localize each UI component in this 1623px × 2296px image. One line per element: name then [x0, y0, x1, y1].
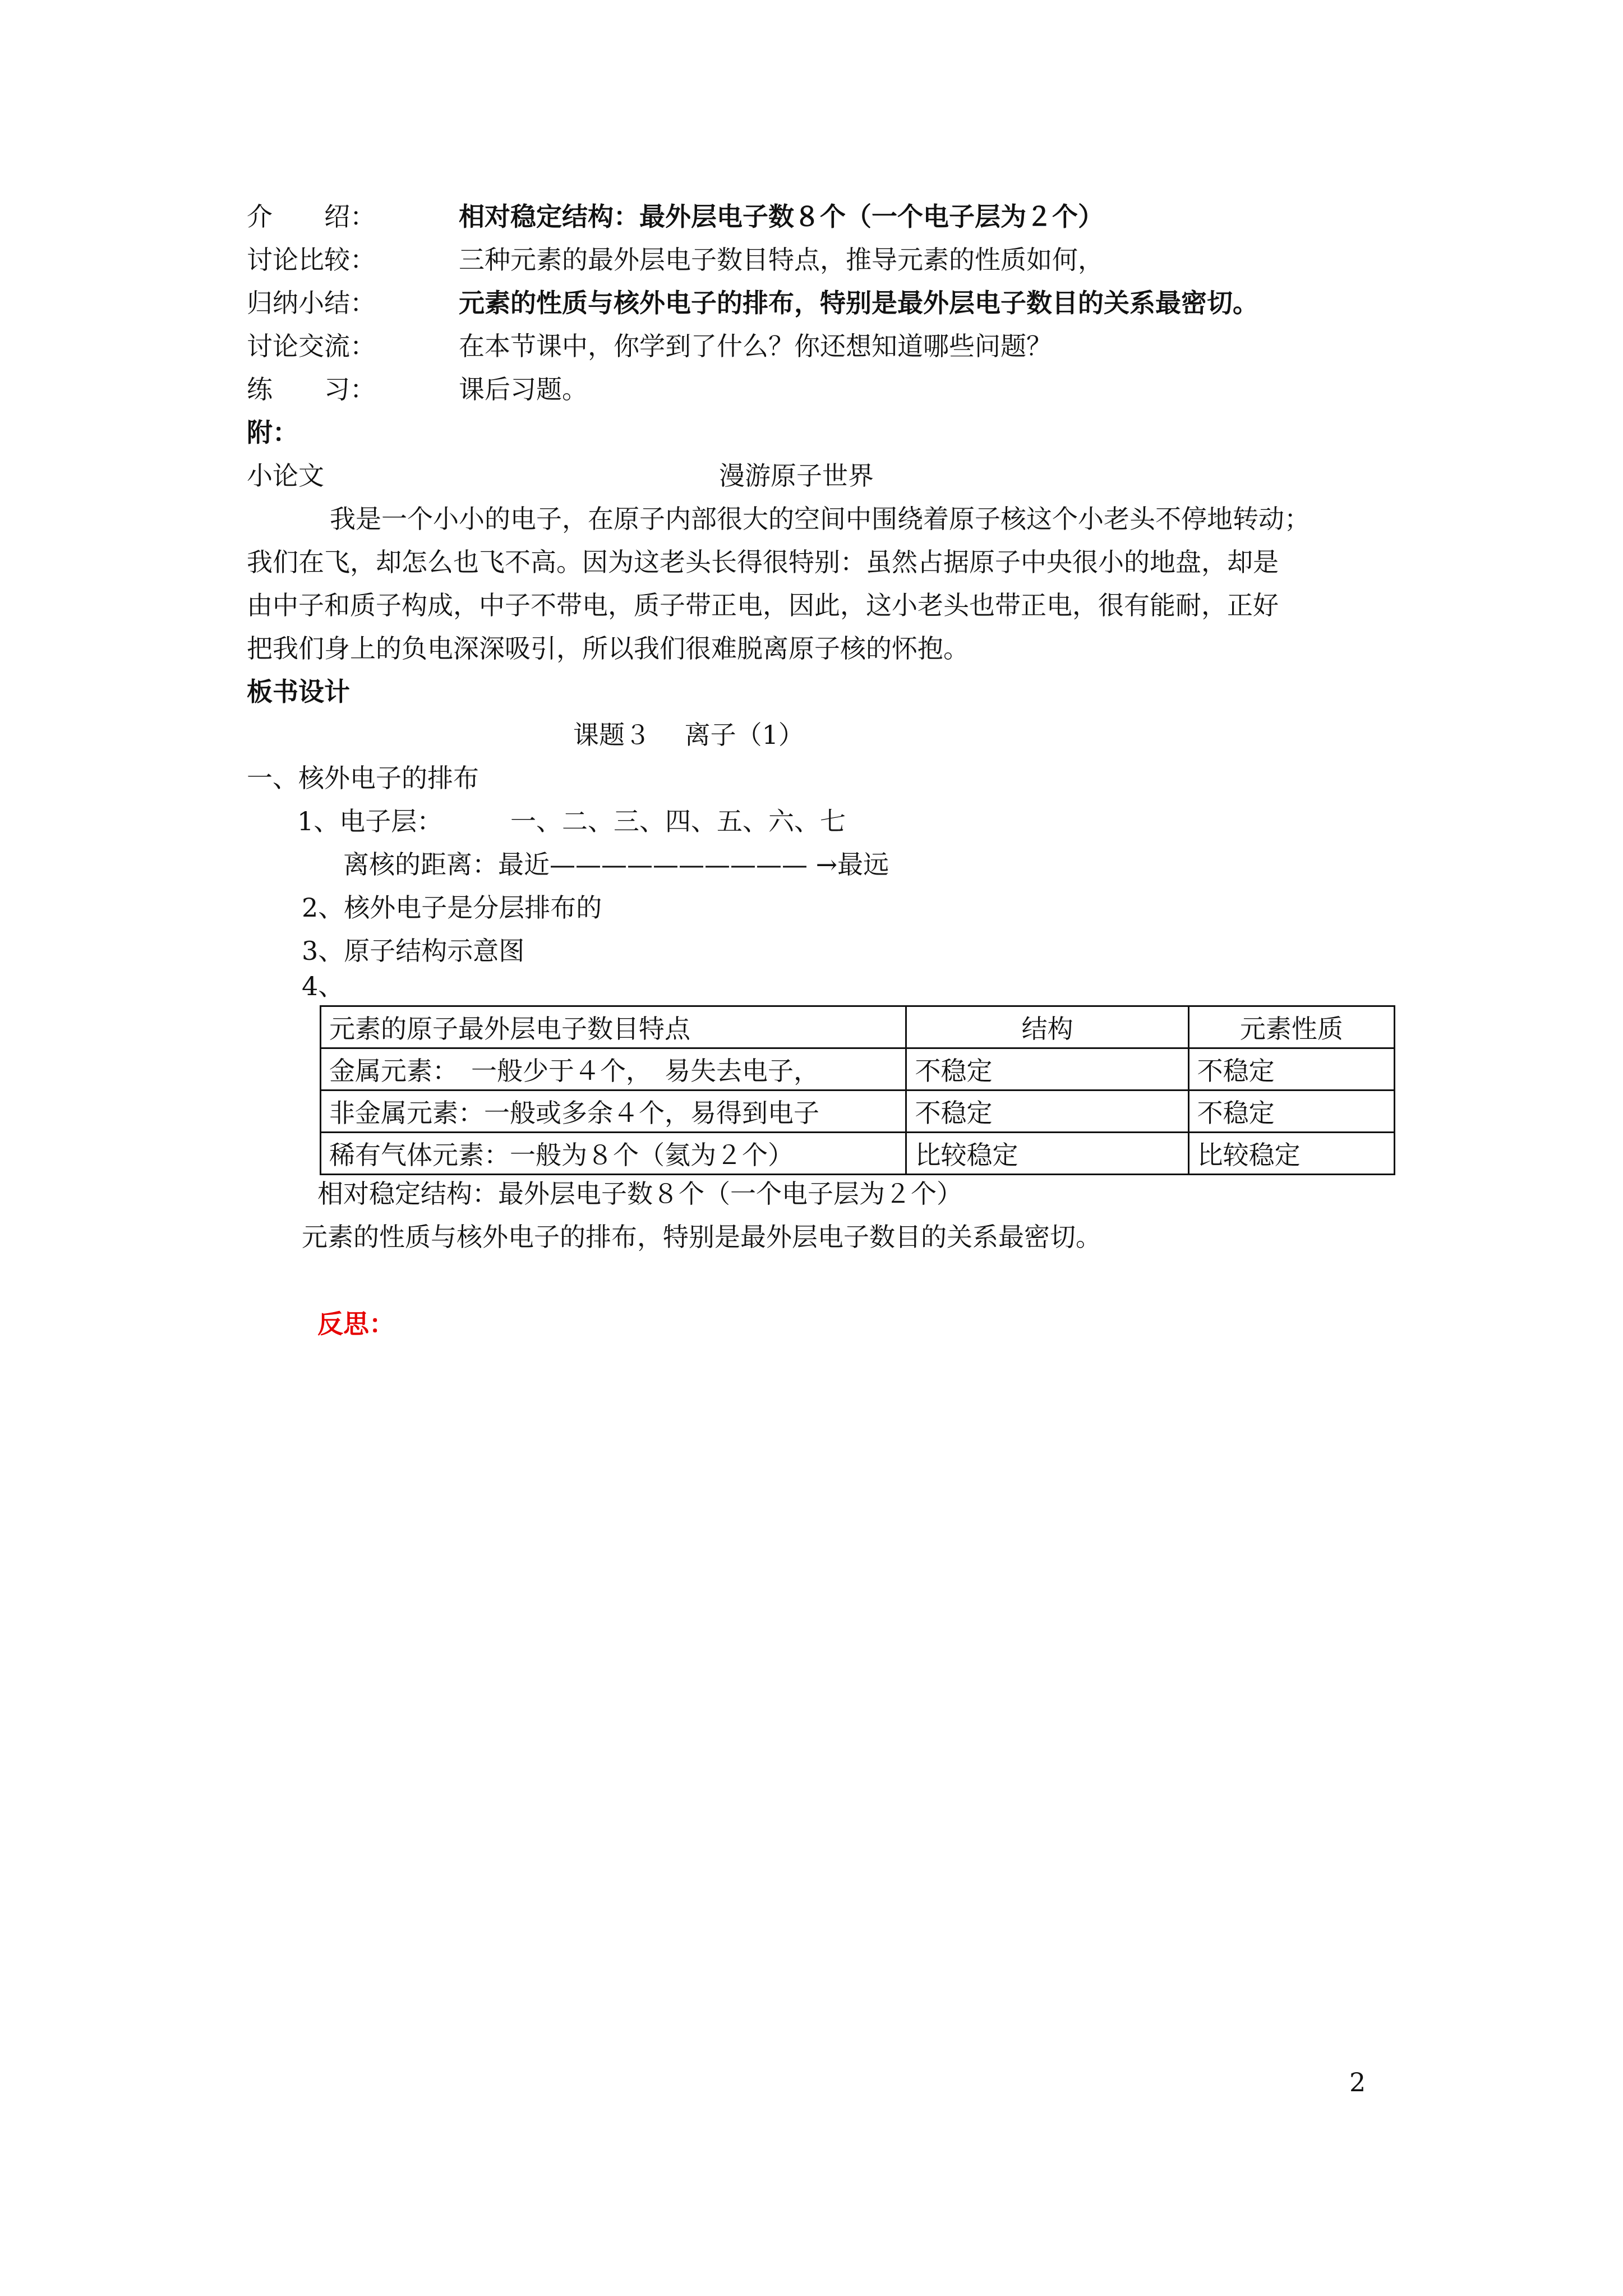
board-item4: 4、 [302, 971, 344, 1001]
essay-label: 小论文 [247, 461, 324, 491]
table-cell: 不稳定 [906, 1091, 1188, 1133]
page-number: 2 [1349, 2067, 1366, 2097]
summary-label: 练 习： [247, 374, 376, 404]
table-cell: 不稳定 [1188, 1048, 1394, 1091]
table-cell: 比较稳定 [1188, 1133, 1394, 1175]
board-item1-value: 一、二、三、四、五、六、七 [510, 806, 846, 836]
board-item3: 3、原子结构示意图 [302, 936, 525, 966]
summary-text: 相对稳定结构：最外层电子数８个（一个电子层为２个） [459, 201, 1104, 232]
table-header-row [321, 1006, 1395, 1048]
summary-text: 三种元素的最外层电子数目特点，推导元素的性质如何， [459, 245, 1104, 275]
table-cell: 不稳定 [906, 1048, 1188, 1091]
table-header-cell: 元素性质 [1188, 1006, 1394, 1048]
table-row [321, 1133, 1395, 1175]
table-cell: 金属元素： 一般少于４个， 易失去电子， [321, 1048, 906, 1091]
summary-label: 讨论比较： [247, 245, 376, 275]
summary-label: 讨论交流： [247, 331, 376, 361]
table-header-cell: 元素的原子最外层电子数目特点 [321, 1006, 906, 1048]
essay-line: 我是一个小小的电子，在原子内部很大的空间中围绕着原子核这个小老头不停地转动； [330, 504, 1310, 534]
essay-title: 漫游原子世界 [719, 461, 874, 491]
summary-label: 介 绍： [247, 201, 376, 232]
summary-text: 在本节课中，你学到了什么？你还想知道哪些问题？ [459, 331, 1052, 361]
board-section: 一、核外电子的排布 [247, 763, 479, 793]
board-title: 课题３ 离子（1） [573, 720, 804, 750]
table-row [321, 1091, 1395, 1133]
table-cell: 稀有气体元素：一般为８个（氦为２个） [321, 1133, 906, 1175]
essay-line: 由中子和质子构成，中子不带电，质子带正电，因此，这小老头也带正电，很有能耐，正好 [247, 590, 1279, 620]
essay-line: 把我们身上的负电深深吸引，所以我们很难脱离原子核的怀抱。 [247, 633, 969, 664]
appendix-heading: 附： [247, 417, 298, 448]
board-heading: 板书设计 [247, 677, 350, 707]
board-item1-label: 1、电子层： [297, 806, 443, 836]
summary-text: 元素的性质与核外电子的排布，特别是最外层电子数目的关系最密切。 [459, 288, 1258, 318]
table-header-cell: 结构 [906, 1006, 1188, 1048]
essay-line: 我们在飞，却怎么也飞不高。因为这老头长得很特别：虽然占据原子中央很小的地盘，却是 [247, 547, 1279, 577]
reflection-heading: 反思： [317, 1309, 395, 1339]
summary-label: 归纳小结： [247, 288, 376, 318]
table-cell: 比较稳定 [906, 1133, 1188, 1175]
table-row [321, 1048, 1395, 1091]
board-note-stable: 相对稳定结构：最外层电子数８个（一个电子层为２个） [317, 1179, 962, 1209]
board-item2: 2、核外电子是分层排布的 [302, 892, 602, 923]
board-distance: 离核的距离：最近—————————— →最远 [343, 849, 889, 880]
element-properties-table [320, 1005, 1395, 1175]
table-cell: 不稳定 [1188, 1091, 1394, 1133]
table-cell: 非金属元素：一般或多余４个，易得到电子 [321, 1091, 906, 1133]
summary-text: 课后习题。 [459, 374, 588, 404]
board-note-relation: 元素的性质与核外电子的排布，特别是最外层电子数目的关系最密切。 [302, 1222, 1101, 1252]
